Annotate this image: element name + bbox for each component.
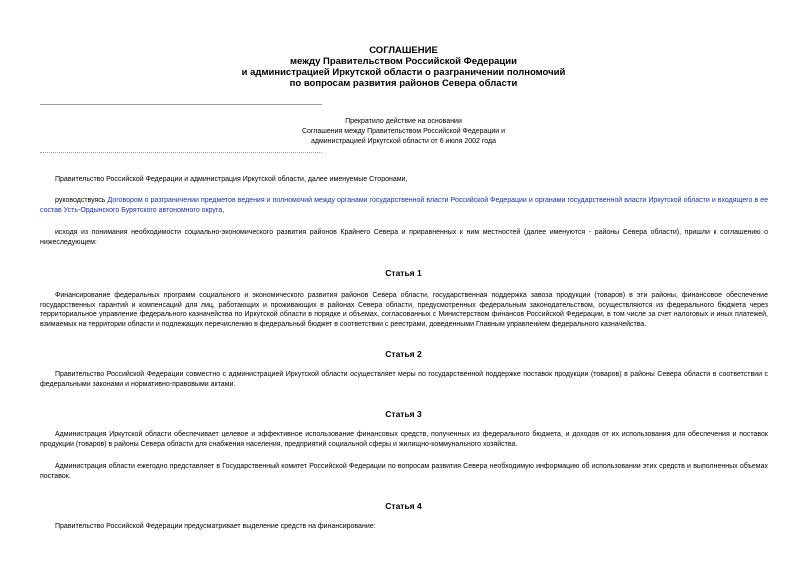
article-3-paragraph-2: Администрация области ежегодно представляет в Государственный комитет Российской Федерации по вопросам развития Севера необходимую информацию об использовании этих средств и выполненных объемах поставок.	[40, 463, 768, 480]
article-2-heading: Статья 2	[385, 349, 422, 359]
guided-suffix: ,	[222, 206, 225, 214]
article-4-paragraph: Правительство Российской Федерации предусматривает выделение средств на финансирование:	[55, 523, 376, 530]
article-4-heading: Статья 4	[385, 501, 422, 511]
title-line-2: между Правительством Российской Федерации	[290, 56, 517, 67]
article-3-heading: Статья 3	[385, 409, 422, 419]
intro-parties: Правительство Российской Федерации и администрация Иркутской области, далее именуемые Сторонами,	[55, 176, 408, 183]
status-note-line-2: Соглашения между Правительством Российской Федерации и	[301, 128, 506, 135]
status-note-line-3: администрацией Иркутской области от 6 июля 2002 года	[310, 138, 497, 145]
intro-guided-paragraph	[40, 196, 768, 215]
article-1-heading: Статья 1	[385, 268, 422, 278]
title-line-3: и администрацией Иркутской области о разграничении полномочий	[241, 67, 566, 78]
divider-bottom	[40, 152, 322, 153]
treaty-link[interactable]: Договором о разграничении предметов ведения и полномочий между органами государственной власти Российской Федерации и органами государственной власти Иркутской области и входящего в ее состав Усть-Ордынского Бурятского автономного округа	[40, 197, 769, 214]
title-line-1: СОГЛАШЕНИЕ	[369, 45, 438, 56]
article-3-paragraph-1: Администрация Иркутской области обеспечивает целевое и эффективное использование финансовых средств, полученных из федерального бюджета, и доходов от их использования для обеспечения и поставок продукции (товаров) в районы Севера области для снабжения населения, предприятий социальной сферы и жилищно-коммунального хозяйства.	[40, 431, 768, 448]
status-note-line-1: Прекратило действие на основании	[345, 118, 462, 125]
article-2-paragraph: Правительство Российской Федерации совместно с администрацией Иркутской области осуществляет меры по государственной поддержке поставок продукции (товаров) в районы Севера области в соответствии с федеральными законами и нормативно-правовыми актами.	[40, 371, 768, 388]
intro-proceeding: исходя из понимания необходимости социально-экономического развития районов Крайнего Севера и приравненных к ним местностей (далее именуются - районы Севера области), пришли к соглашению о нижеследующем:	[40, 229, 768, 246]
article-1-paragraph: Финансирование федеральных программ социального и экономического развития районов Севера области, государственная поддержка завоза продукции (товаров) в эти районы, финансовое обеспечение государственных гарантий и компенсаций для лиц, работающих и проживающих в районах Севера области, предусмотренных федеральным законодательством, осуществляются из федерального бюджета через территориальное управление федерального казначейства по Иркутской области в порядке и объемах, согласованных с Министерством финансов Российской Федерации, в том числе за счет налоговых и иных платежей, взимаемых на территории области и подлежащих перечислению в федеральный бюджет в соответствии с реестрами, доведенными Главным управлением федерального казначейства.	[40, 292, 768, 328]
title-line-4: по вопросам развития районов Севера области	[289, 78, 518, 89]
guided-prefix: руководствуясь	[55, 197, 108, 204]
divider-top	[40, 104, 322, 105]
